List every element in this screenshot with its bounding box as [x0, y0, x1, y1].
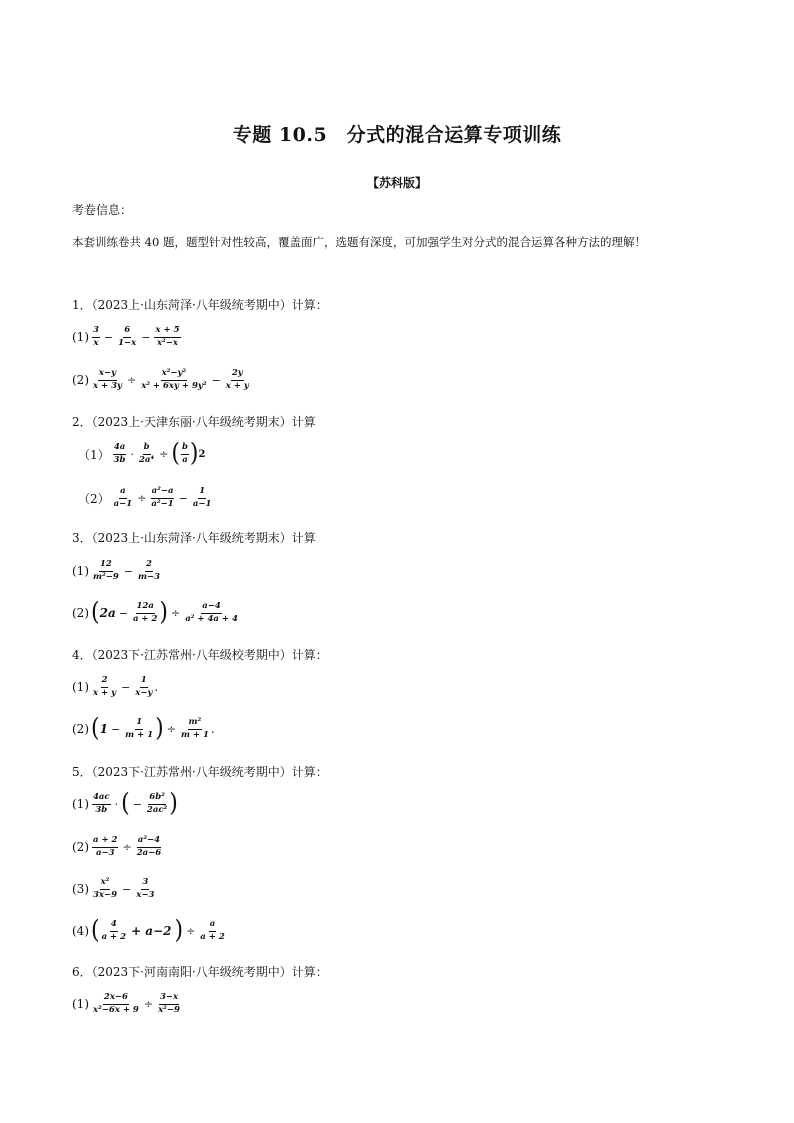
question-6-stem: 6．（2023下·河南南阳·八年级统考期中）计算：	[72, 965, 328, 979]
divide-operator: ÷	[166, 722, 176, 736]
fraction	[136, 836, 162, 859]
numerator: 2x−6	[103, 993, 129, 1005]
minus-operator: −	[178, 491, 188, 505]
numerator: a + 2	[92, 836, 118, 848]
numerator: 6b²	[148, 793, 166, 805]
term: 2a	[99, 606, 116, 621]
fraction	[180, 718, 210, 741]
question-1-part-1	[72, 326, 182, 349]
numerator: x−y	[98, 369, 117, 381]
dot-operator: ·	[114, 797, 119, 811]
fraction	[124, 718, 154, 741]
denominator: m + 1	[180, 729, 209, 740]
dot-operator: ·	[130, 447, 134, 461]
numerator: 3−x	[159, 993, 179, 1005]
denominator: a + 2	[101, 931, 127, 942]
part-number: （1）	[78, 447, 110, 462]
info-label: 考卷信息：	[72, 203, 133, 217]
fraction	[117, 326, 137, 349]
numerator: 12	[99, 560, 113, 572]
left-paren: (	[121, 789, 130, 819]
denominator: m²−9	[93, 571, 119, 582]
question-3-part-2	[72, 598, 240, 628]
denominator: x² + 6xy + 9y²	[141, 380, 207, 391]
part-number: (2)	[72, 606, 89, 621]
part-number: (1)	[72, 997, 89, 1012]
fraction	[154, 326, 180, 349]
numerator: 4	[110, 920, 118, 932]
numerator: x + 5	[154, 326, 180, 338]
denominator: a	[182, 454, 188, 465]
denominator: 1−x	[118, 337, 137, 348]
left-paren: (	[91, 598, 100, 628]
numerator: 4ac	[92, 793, 111, 805]
denominator: a² + 4a + 4	[185, 613, 238, 624]
fraction	[225, 369, 250, 392]
fraction	[134, 676, 153, 699]
denominator: 3b	[95, 804, 108, 815]
numerator: 2y	[231, 369, 244, 381]
denominator: x + y	[93, 687, 117, 698]
part-number: (4)	[72, 924, 89, 939]
part-number: (2)	[72, 722, 89, 737]
part-number: (3)	[72, 882, 89, 897]
numerator: a	[209, 920, 217, 932]
part-number: (2)	[72, 373, 89, 388]
question-5-part-4	[72, 916, 227, 946]
numerator: 4a	[113, 443, 126, 455]
divide-operator: ÷	[159, 447, 169, 461]
denominator: a + 2	[132, 613, 158, 624]
question-5-part-3	[72, 878, 156, 901]
denominator: x + 3y	[93, 380, 122, 391]
denominator: m + 1	[125, 729, 154, 740]
part-number: (1)	[72, 564, 89, 579]
question-5-part-1	[72, 789, 178, 819]
fraction	[137, 560, 161, 583]
numerator: a	[119, 487, 127, 499]
numerator: b	[181, 443, 189, 455]
minus-operator: −	[211, 373, 221, 387]
right-paren: )	[159, 598, 168, 628]
fraction	[101, 920, 127, 943]
fraction	[199, 920, 225, 943]
numerator: a²−4	[137, 836, 161, 848]
question-5-stem: 5．（2023下·江苏常州·八年级统考期中）计算：	[72, 765, 328, 779]
fraction	[132, 602, 158, 625]
left-paren: (	[91, 714, 100, 744]
denominator: 3b	[113, 454, 126, 465]
question-4-part-2	[72, 714, 215, 744]
minus-operator: −	[103, 330, 114, 344]
page-title: 专题 10.5 分式的混合运算专项训练	[232, 124, 562, 146]
numerator: m²	[188, 718, 203, 730]
fraction	[92, 878, 118, 901]
denominator: x	[93, 337, 99, 348]
fraction	[92, 560, 120, 583]
minus-operator: −	[132, 797, 142, 811]
left-paren: (	[171, 439, 180, 469]
denominator: 2ac²	[146, 804, 168, 815]
fraction	[150, 487, 174, 510]
denominator: a−1	[192, 498, 212, 509]
divide-operator: ÷	[126, 373, 137, 387]
term: 1	[99, 722, 108, 737]
minus-operator: −	[121, 680, 131, 694]
denominator: x + y	[225, 380, 249, 391]
denominator: 2a−6	[136, 847, 162, 858]
right-paren: )	[174, 916, 184, 946]
fraction	[140, 369, 207, 392]
denominator: 2a⁴	[139, 454, 155, 465]
question-3-stem: 3．（2023上·山东菏泽·八年级统考期末）计算	[72, 531, 316, 545]
question-1-part-2	[72, 369, 251, 392]
exponent: 2	[198, 448, 206, 460]
numerator: 1	[140, 676, 148, 688]
period: .	[154, 680, 159, 695]
fraction	[181, 443, 189, 466]
numerator: 2	[145, 560, 153, 572]
fraction	[157, 993, 181, 1016]
divide-operator: ÷	[122, 840, 132, 854]
part-number: （2）	[78, 491, 110, 506]
denominator: x−3	[136, 889, 155, 900]
fraction	[92, 993, 140, 1016]
fraction	[113, 487, 134, 510]
fraction	[92, 326, 100, 349]
period: .	[210, 722, 215, 737]
part-number: (2)	[72, 840, 89, 855]
part-number: (1)	[72, 797, 89, 812]
fraction	[146, 793, 168, 816]
question-2-part-2	[78, 487, 213, 510]
question-6-part-1	[72, 993, 182, 1016]
info-text: 本套训练卷共 40 题，题型针对性较高，覆盖面广，选题有深度，可加强学生对分式的混合运算各种方法的理解！	[72, 235, 646, 249]
denominator: a + 2	[200, 931, 225, 942]
fraction	[92, 793, 111, 816]
numerator: b	[143, 443, 151, 455]
edition-label: 【苏科版】	[366, 176, 427, 190]
numerator: 3	[141, 878, 149, 890]
right-paren: )	[169, 789, 178, 819]
fraction	[113, 443, 127, 466]
right-paren: )	[189, 439, 199, 469]
question-4-stem: 4．（2023下·江苏常州·八年级校考期中）计算：	[72, 648, 328, 662]
divide-operator: ÷	[137, 491, 147, 505]
fraction	[92, 676, 117, 699]
denominator: x²−6x + 9	[93, 1004, 139, 1015]
numerator: 1	[135, 718, 143, 730]
question-2-stem: 2．（2023上·天津东丽·八年级统考期末）计算	[72, 415, 316, 429]
question-3-part-1	[72, 560, 162, 583]
minus-operator: −	[141, 330, 151, 344]
denominator: 3x−9	[93, 889, 118, 900]
denominator: x²−x	[156, 337, 178, 348]
fraction	[135, 878, 155, 901]
numerator: x²−y²	[161, 369, 188, 381]
minus-operator: −	[123, 564, 133, 578]
numerator: 12a	[136, 602, 155, 614]
divide-operator: ÷	[143, 997, 154, 1011]
minus-operator: −	[118, 606, 128, 620]
denominator: x−y	[135, 687, 153, 698]
fraction	[192, 487, 213, 510]
numerator: 6	[123, 326, 131, 338]
denominator: a²−1	[151, 498, 174, 509]
part-number: (1)	[72, 330, 89, 345]
question-4-part-1	[72, 676, 158, 699]
denominator: a−1	[113, 498, 133, 509]
denominator: a−3	[95, 847, 115, 858]
denominator: x²−9	[158, 1004, 180, 1015]
numerator: a−4	[201, 602, 222, 614]
question-5-part-2	[72, 836, 163, 859]
left-paren: (	[91, 916, 100, 946]
divide-operator: ÷	[186, 924, 196, 938]
numerator: a²−a	[151, 487, 175, 499]
numerator: 1	[198, 487, 206, 499]
right-paren: )	[155, 714, 164, 744]
fraction	[184, 602, 239, 625]
denominator: m−3	[137, 571, 161, 582]
part-number: (1)	[72, 680, 89, 695]
fraction	[92, 836, 118, 859]
numerator: x²	[100, 878, 111, 890]
minus-operator: −	[122, 882, 132, 896]
numerator: 3	[92, 326, 100, 338]
question-1-stem: 1．（2023上·山东菏泽·八年级统考期中）计算：	[72, 298, 328, 312]
question-2-part-1	[78, 439, 206, 469]
term: + a−2	[131, 924, 172, 939]
fraction	[92, 369, 123, 392]
divide-operator: ÷	[171, 606, 181, 620]
fraction	[138, 443, 155, 466]
numerator: 2	[101, 676, 109, 688]
minus-operator: −	[110, 722, 121, 736]
